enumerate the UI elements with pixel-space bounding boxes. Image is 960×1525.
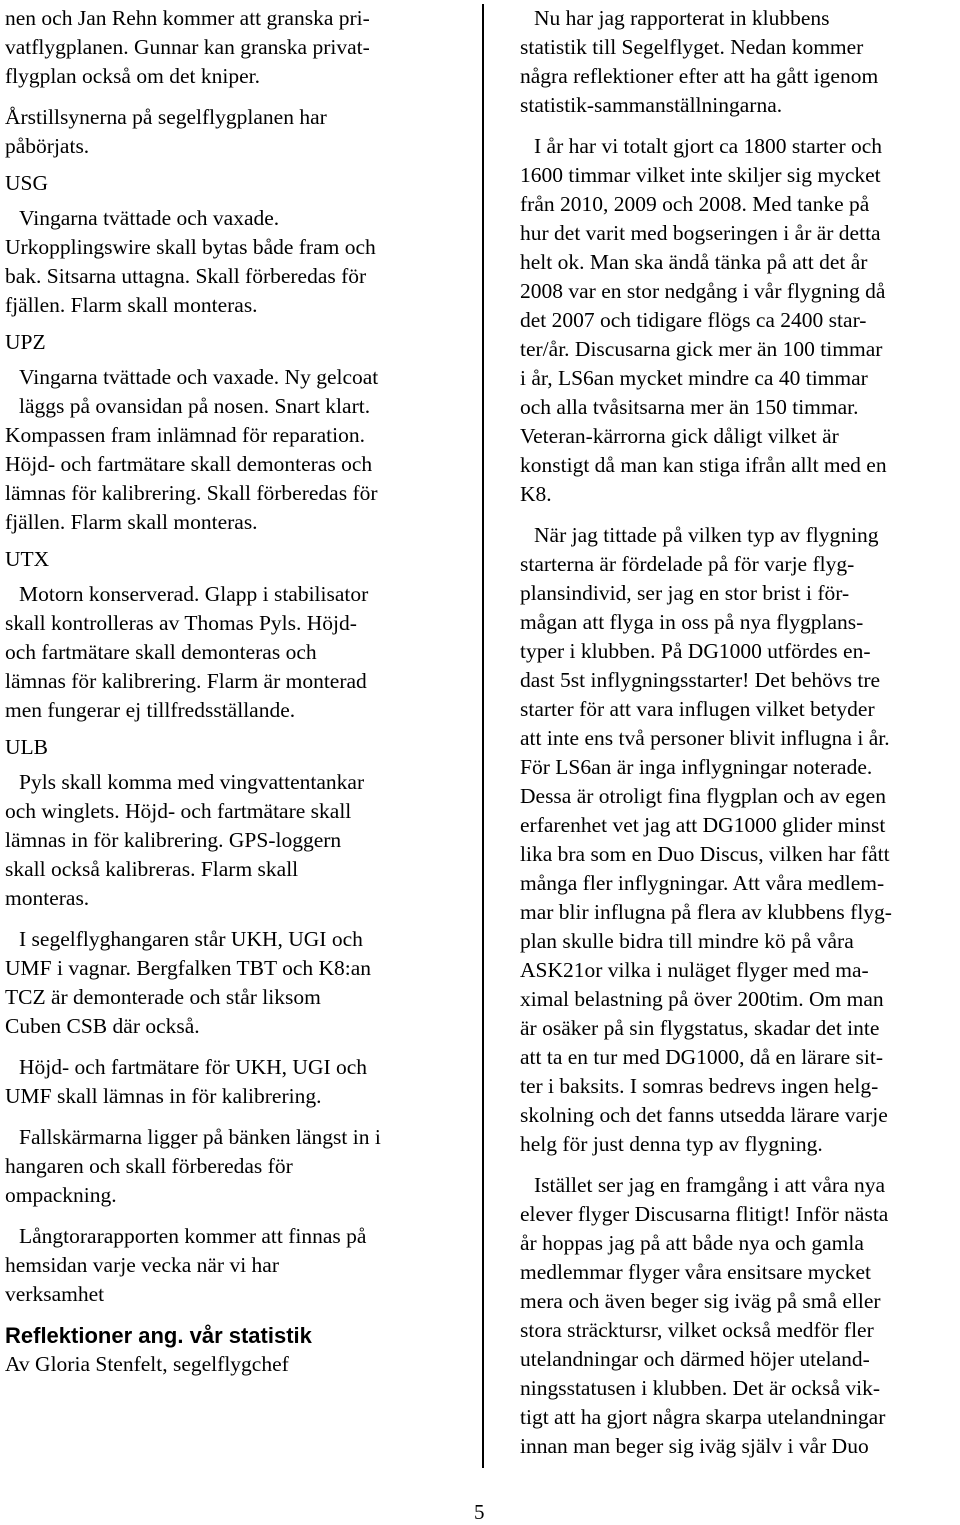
section-heading-upz: UPZ	[5, 330, 46, 354]
section-text-upz	[5, 363, 455, 537]
text-line: skall kontrolleras av Thomas Pyls. Höjd-	[5, 611, 357, 635]
paragraph-framgang	[520, 1171, 955, 1461]
text-line: påbörjats.	[5, 134, 90, 158]
article-title: Reflektioner ang. vår statistik	[5, 1323, 312, 1348]
text-line: lika bra som en Duo Discus, vilken har fått	[520, 842, 890, 866]
text-line: Istället ser jag en framgång i att våra nya	[534, 1173, 886, 1197]
paragraph-hangar	[5, 925, 455, 1041]
text-line: Veteran-kärrorna gick dåligt vilket är	[520, 424, 839, 448]
text-line: Kompassen fram inlämnad för reparation.	[5, 423, 365, 447]
text-line: ASK21or vilka i nuläget flyger med ma-	[520, 958, 869, 982]
text-line: skolning och det fanns utsedda lärare varje	[520, 1103, 888, 1127]
section-text-ulb	[5, 768, 455, 913]
text-line: Motorn konserverad. Glapp i stabilisator	[19, 582, 369, 606]
text-line: Fallskärmarna ligger på bänken längst in i	[19, 1125, 381, 1149]
text-line: typer i klubben. På DG1000 utfördes en-	[520, 639, 871, 663]
text-line: Årstillsynerna på segelflygplanen har	[5, 105, 327, 129]
column-divider	[482, 4, 484, 1468]
page-number: 5	[474, 1500, 485, 1524]
text-line: men fungerar ej tillfredsställande.	[5, 698, 296, 722]
paragraph-starter	[520, 132, 955, 509]
text-line: bak. Sitsarna uttagna. Skall förberedas för	[5, 264, 367, 288]
text-line: monteras.	[5, 886, 90, 910]
text-line: hangaren och skall förberedas för	[5, 1154, 293, 1178]
text-line: ningsstatusen i klubben. Det är också vik-	[520, 1376, 881, 1400]
text-line: stora sträcktursr, vilket också medför fler	[520, 1318, 874, 1342]
text-line: Pyls skall komma med vingvattentankar	[19, 770, 365, 794]
text-line: många fler inflygningar. Att våra medlem-	[520, 871, 885, 895]
text-line: tigt att ha gjort några skarpa utelandningar	[520, 1405, 886, 1429]
text-line: innan man beger sig iväg själv i vår Duo	[520, 1434, 869, 1458]
text-line: ompackning.	[5, 1183, 117, 1207]
text-line: ter/år. Discusarna gick mer än 100 timmar	[520, 337, 883, 361]
paragraph-inflygning	[520, 521, 955, 1159]
section-heading-usg: USG	[5, 171, 49, 195]
section-text-utx	[5, 580, 455, 725]
text-line: ter i baksits. I somras bedrevs ingen helg-	[520, 1074, 879, 1098]
text-line: och fartmätare skall demonteras och	[5, 640, 317, 664]
text-line: i år, LS6an mycket mindre ca 40 timmar	[520, 366, 868, 390]
text-line: 2008 var en stor nedgång i vår flygning då	[520, 279, 886, 303]
text-line: elever flyger Discusarna flitigt! Inför nästa	[520, 1202, 889, 1226]
text-line: lämnas för kalibrering. Skall förberedas för	[5, 481, 378, 505]
article-byline: Av Gloria Stenfelt, segelflygchef	[5, 1352, 289, 1376]
text-line: statistik till Segelflyget. Nedan kommer	[520, 35, 864, 59]
text-line: K8.	[520, 482, 552, 506]
text-line: plansindivid, ser jag en stor brist i för-	[520, 581, 850, 605]
text-line: Långtorarapporten kommer att finnas på	[19, 1224, 367, 1248]
text-line: Vingarna tvättade och vaxade.	[19, 206, 280, 230]
paragraph-granska	[5, 4, 455, 91]
left-column	[5, 4, 455, 1379]
text-line: starter för att vara influgen vilket betyder	[520, 697, 875, 721]
text-line: hemsidan varje vecka när vi har	[5, 1253, 279, 1277]
text-line: medlemmar flyger våra ensitsare mycket	[520, 1260, 872, 1284]
text-line: nen och Jan Rehn kommer att granska pri-	[5, 6, 370, 30]
section-heading-utx: UTX	[5, 547, 50, 571]
text-line: mera och även beger sig iväg på små eller	[520, 1289, 881, 1313]
text-line: ximal belastning på över 200tim. Om man	[520, 987, 884, 1011]
text-line: hur det varit med bogseringen i år är detta	[520, 221, 881, 245]
text-line: att ta en tur med DG1000, då en lärare sit-	[520, 1045, 883, 1069]
text-line: Dessa är otroligt fina flygplan och av egen	[520, 784, 886, 808]
text-line: läggs på ovansidan på nosen. Snart klart.	[19, 394, 371, 418]
text-line: och winglets. Höjd- och fartmätare skall	[5, 799, 352, 823]
paragraph-intro	[520, 4, 955, 120]
text-line: det 2007 och tidigare flögs ca 2400 star-	[520, 308, 867, 332]
text-line: fjällen. Flarm skall monteras.	[5, 510, 258, 534]
text-line: några reflektioner efter att ha gått igenom	[520, 64, 879, 88]
text-line: Vingarna tvättade och vaxade. Ny gelcoat	[19, 365, 379, 389]
text-line: UMF i vagnar. Bergfalken TBT och K8:an	[5, 956, 372, 980]
text-line: lämnas för kalibrering. Flarm är monterad	[5, 669, 367, 693]
text-line: starterna är fördelade på för varje flyg-	[520, 552, 855, 576]
text-line: I år har vi totalt gjort ca 1800 starter och	[534, 134, 883, 158]
text-line: helt ok. Man ska ändå tänka på att det år	[520, 250, 868, 274]
text-line: Höjd- och fartmätare för UKH, UGI och	[19, 1055, 368, 1079]
text-line: vatflygplanen. Gunnar kan granska privat-	[5, 35, 370, 59]
text-line: 1600 timmar vilket inte skiljer sig mycket	[520, 163, 881, 187]
paragraph-arstillsyn	[5, 103, 455, 161]
text-line: UMF skall lämnas in för kalibrering.	[5, 1084, 322, 1108]
section-text-usg	[5, 204, 455, 320]
text-line: Höjd- och fartmätare skall demonteras och	[5, 452, 373, 476]
text-line: mar blir influgna på flera av klubbens flyg-	[520, 900, 892, 924]
text-line: När jag tittade på vilken typ av flygning	[534, 523, 879, 547]
right-column	[520, 4, 955, 1461]
text-line: Urkopplingswire skall bytas både fram och	[5, 235, 376, 259]
text-line: lämnas in för kalibrering. GPS-loggern	[5, 828, 342, 852]
text-line: Nu har jag rapporterat in klubbens	[534, 6, 830, 30]
text-line: konstigt då man kan stiga ifrån allt med en	[520, 453, 887, 477]
paragraph-hojdmatare	[5, 1053, 455, 1111]
text-line: flygplan också om det kniper.	[5, 64, 260, 88]
text-line: statistik-sammanställningarna.	[520, 93, 783, 117]
text-line: erfarenhet vet jag att DG1000 glider minst	[520, 813, 886, 837]
paragraph-fallskarm	[5, 1123, 455, 1210]
text-line: För LS6an är inga inflygningar noterade.	[520, 755, 873, 779]
text-line: helg för just denna typ av flygning.	[520, 1132, 823, 1156]
text-line: och alla tvåsitsarna mer än 150 timmar.	[520, 395, 859, 419]
text-line: dast 5st inflygningsstarter! Det behövs tre	[520, 668, 881, 692]
paragraph-langtor	[5, 1222, 455, 1309]
text-line: att inte ens två personer blivit influgna i år.	[520, 726, 890, 750]
text-line: fjällen. Flarm skall monteras.	[5, 293, 258, 317]
text-line: år hoppas jag på att både nya och gamla	[520, 1231, 864, 1255]
section-heading-ulb: ULB	[5, 735, 48, 759]
text-line: är osäker på sin flygstatus, skadar det inte	[520, 1016, 880, 1040]
text-line: I segelflyghangaren står UKH, UGI och	[19, 927, 363, 951]
text-line: mågan att flyga in oss på nya flygplans-	[520, 610, 864, 634]
text-line: plan skulle bidra till mindre kö på våra	[520, 929, 854, 953]
text-line: skall också kalibreras. Flarm skall	[5, 857, 299, 881]
text-line: från 2010, 2009 och 2008. Med tanke på	[520, 192, 870, 216]
text-line: utelandningar och därmed höjer uteland-	[520, 1347, 870, 1371]
text-line: Cuben CSB där också.	[5, 1014, 200, 1038]
text-line: TCZ är demonterade och står liksom	[5, 985, 321, 1009]
text-line: verksamhet	[5, 1282, 105, 1306]
